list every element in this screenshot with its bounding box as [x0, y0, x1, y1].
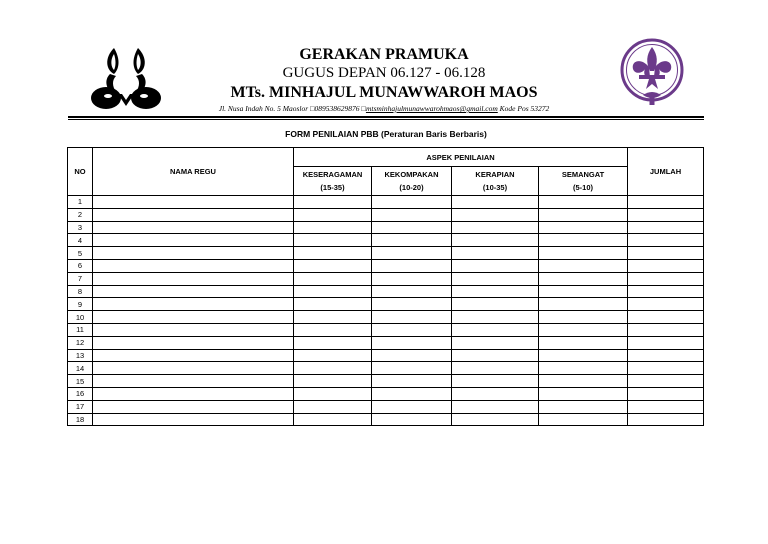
jumlah-cell[interactable]: [628, 272, 704, 285]
table-row: [68, 387, 704, 400]
kekompakan-cell[interactable]: [372, 400, 452, 413]
row-number: 10: [68, 311, 93, 324]
table-row: [68, 234, 704, 247]
table-row: [68, 208, 704, 221]
nama-regu-cell[interactable]: [93, 272, 294, 285]
keseragaman-cell[interactable]: [294, 362, 372, 375]
kekompakan-cell[interactable]: [372, 336, 452, 349]
kekompakan-cell[interactable]: [372, 323, 452, 336]
kekompakan-cell[interactable]: [372, 311, 452, 324]
kerapian-cell[interactable]: [452, 362, 539, 375]
keseragaman-cell[interactable]: [294, 400, 372, 413]
nama-regu-cell[interactable]: [93, 413, 294, 426]
table-row: [68, 196, 704, 209]
semangat-cell[interactable]: [539, 285, 628, 298]
address-text: Jl. Nusa Indah No. 5 Maoslor: [218, 104, 309, 113]
col-aspek-keseragaman: KESERAGAMAN (15-35): [294, 167, 372, 196]
kekompakan-cell[interactable]: [372, 349, 452, 362]
semangat-cell[interactable]: [539, 272, 628, 285]
kekompakan-cell[interactable]: [372, 375, 452, 388]
header-rule-thin: [68, 119, 704, 120]
col-jumlah-header: JUMLAH: [628, 148, 704, 196]
row-number: 15: [68, 375, 93, 388]
table-row: [68, 285, 704, 298]
row-number: 12: [68, 336, 93, 349]
nama-regu-cell[interactable]: [93, 196, 294, 209]
row-number: 18: [68, 413, 93, 426]
semangat-cell[interactable]: [539, 208, 628, 221]
kerapian-cell[interactable]: [452, 375, 539, 388]
row-number: 3: [68, 221, 93, 234]
nama-regu-cell[interactable]: [93, 375, 294, 388]
jumlah-cell[interactable]: [628, 234, 704, 247]
jumlah-cell[interactable]: [628, 298, 704, 311]
nama-regu-cell[interactable]: [93, 311, 294, 324]
jumlah-cell[interactable]: [628, 311, 704, 324]
col-aspek-semangat: SEMANGAT (5-10): [539, 167, 628, 196]
kerapian-cell[interactable]: [452, 272, 539, 285]
keseragaman-cell[interactable]: [294, 247, 372, 260]
keseragaman-cell[interactable]: [294, 375, 372, 388]
assessment-table: [67, 147, 704, 426]
row-number: 14: [68, 362, 93, 375]
jumlah-cell[interactable]: [628, 323, 704, 336]
kerapian-cell[interactable]: [452, 247, 539, 260]
jumlah-cell[interactable]: [628, 375, 704, 388]
col-aspek-header: ASPEK PENILAIAN: [294, 148, 628, 167]
keseragaman-cell[interactable]: [294, 285, 372, 298]
kekompakan-cell[interactable]: [372, 196, 452, 209]
email-icon: □: [361, 104, 366, 113]
kekompakan-cell[interactable]: [372, 298, 452, 311]
row-number: 1: [68, 196, 93, 209]
semangat-cell[interactable]: [539, 413, 628, 426]
email-link[interactable]: mtsminhajulmunawwarohmaos@gmail.com: [365, 104, 498, 113]
jumlah-cell[interactable]: [628, 349, 704, 362]
kekompakan-cell[interactable]: [372, 285, 452, 298]
semangat-cell[interactable]: [539, 234, 628, 247]
header-school: MTs. MINHAJUL MUNAWWAROH MAOS: [230, 84, 538, 101]
nama-regu-cell[interactable]: [93, 387, 294, 400]
semangat-cell[interactable]: [539, 311, 628, 324]
jumlah-cell[interactable]: [628, 196, 704, 209]
phone-icon: □: [310, 104, 315, 113]
table-row: [68, 362, 704, 375]
nama-regu-cell[interactable]: [93, 234, 294, 247]
jumlah-cell[interactable]: [628, 362, 704, 375]
jumlah-cell[interactable]: [628, 413, 704, 426]
row-number: 9: [68, 298, 93, 311]
row-number: 2: [68, 208, 93, 221]
table-row: [68, 259, 704, 272]
col-aspek-kekompakan: KEKOMPAKAN (10-20): [372, 167, 452, 196]
keseragaman-cell[interactable]: [294, 323, 372, 336]
table-row: [68, 349, 704, 362]
nama-regu-cell[interactable]: [93, 362, 294, 375]
nama-regu-cell[interactable]: [93, 285, 294, 298]
semangat-cell[interactable]: [539, 298, 628, 311]
keseragaman-cell[interactable]: [294, 221, 372, 234]
semangat-cell[interactable]: [539, 196, 628, 209]
kerapian-cell[interactable]: [452, 349, 539, 362]
semangat-cell[interactable]: [539, 336, 628, 349]
col-aspek-kerapian: KERAPIAN (10-35): [452, 167, 539, 196]
row-number: 8: [68, 285, 93, 298]
keseragaman-cell[interactable]: [294, 413, 372, 426]
semangat-cell[interactable]: [539, 323, 628, 336]
kerapian-cell[interactable]: [452, 285, 539, 298]
keseragaman-cell[interactable]: [294, 259, 372, 272]
semangat-cell[interactable]: [539, 259, 628, 272]
kekompakan-cell[interactable]: [372, 387, 452, 400]
table-row: [68, 298, 704, 311]
row-number: 6: [68, 259, 93, 272]
row-number: 16: [68, 387, 93, 400]
kerapian-cell[interactable]: [452, 323, 539, 336]
kerapian-cell[interactable]: [452, 336, 539, 349]
semangat-cell[interactable]: [539, 221, 628, 234]
nama-regu-cell[interactable]: [93, 323, 294, 336]
semangat-cell[interactable]: [539, 247, 628, 260]
table-row: [68, 221, 704, 234]
keseragaman-cell[interactable]: [294, 208, 372, 221]
nama-regu-cell[interactable]: [93, 298, 294, 311]
table-row: [68, 336, 704, 349]
keseragaman-cell[interactable]: [294, 234, 372, 247]
keseragaman-cell[interactable]: [294, 387, 372, 400]
jumlah-cell[interactable]: [628, 387, 704, 400]
world-scout-logo: [619, 37, 685, 111]
kerapian-cell[interactable]: [452, 234, 539, 247]
phone-text: 089538629876: [314, 104, 360, 113]
kerapian-cell[interactable]: [452, 311, 539, 324]
nama-regu-cell[interactable]: [93, 336, 294, 349]
jumlah-cell[interactable]: [628, 336, 704, 349]
keseragaman-cell[interactable]: [294, 272, 372, 285]
table-row: [68, 311, 704, 324]
kerapian-cell[interactable]: [452, 196, 539, 209]
keseragaman-cell[interactable]: [294, 196, 372, 209]
kerapian-cell[interactable]: [452, 298, 539, 311]
tunas-kelapa-logo: [90, 44, 162, 112]
kerapian-cell[interactable]: [452, 387, 539, 400]
kerapian-cell[interactable]: [452, 208, 539, 221]
row-number: 17: [68, 400, 93, 413]
row-number: 13: [68, 349, 93, 362]
table-row: [68, 413, 704, 426]
table-row: [68, 375, 704, 388]
jumlah-cell[interactable]: [628, 400, 704, 413]
jumlah-cell[interactable]: [628, 221, 704, 234]
semangat-cell[interactable]: [539, 362, 628, 375]
header-address-line: [196, 104, 572, 113]
nama-regu-cell[interactable]: [93, 208, 294, 221]
table-row: [68, 400, 704, 413]
form-title: FORM PENILAIAN PBB (Peraturan Baris Berbaris): [285, 129, 487, 139]
kerapian-cell[interactable]: [452, 413, 539, 426]
jumlah-cell[interactable]: [628, 208, 704, 221]
kerapian-cell[interactable]: [452, 221, 539, 234]
nama-regu-cell[interactable]: [93, 400, 294, 413]
col-no-header: NO: [68, 148, 93, 196]
header-org: GERAKAN PRAMUKA: [299, 46, 469, 63]
nama-regu-cell[interactable]: [93, 259, 294, 272]
header-gugus: GUGUS DEPAN 06.127 - 06.128: [282, 65, 486, 81]
nama-regu-cell[interactable]: [93, 221, 294, 234]
col-nama-regu-header: NAMA REGU: [93, 148, 294, 196]
kekompakan-cell[interactable]: [372, 208, 452, 221]
kekompakan-cell[interactable]: [372, 247, 452, 260]
nama-regu-cell[interactable]: [93, 247, 294, 260]
row-number: 11: [68, 323, 93, 336]
keseragaman-cell[interactable]: [294, 336, 372, 349]
table-row: [68, 323, 704, 336]
keseragaman-cell[interactable]: [294, 311, 372, 324]
keseragaman-cell[interactable]: [294, 298, 372, 311]
semangat-cell[interactable]: [539, 387, 628, 400]
semangat-cell[interactable]: [539, 400, 628, 413]
kekompakan-cell[interactable]: [372, 234, 452, 247]
row-number: 4: [68, 234, 93, 247]
nama-regu-cell[interactable]: [93, 349, 294, 362]
jumlah-cell[interactable]: [628, 247, 704, 260]
keseragaman-cell[interactable]: [294, 349, 372, 362]
postal-text: Kode Pos 53272: [499, 104, 550, 113]
kekompakan-cell[interactable]: [372, 362, 452, 375]
kekompakan-cell[interactable]: [372, 413, 452, 426]
semangat-cell[interactable]: [539, 375, 628, 388]
table-row: [68, 272, 704, 285]
jumlah-cell[interactable]: [628, 259, 704, 272]
kerapian-cell[interactable]: [452, 259, 539, 272]
kekompakan-cell[interactable]: [372, 259, 452, 272]
jumlah-cell[interactable]: [628, 285, 704, 298]
row-number: 7: [68, 272, 93, 285]
kekompakan-cell[interactable]: [372, 272, 452, 285]
row-number: 5: [68, 247, 93, 260]
kerapian-cell[interactable]: [452, 400, 539, 413]
table-row: [68, 247, 704, 260]
kekompakan-cell[interactable]: [372, 221, 452, 234]
semangat-cell[interactable]: [539, 349, 628, 362]
header-rule: [68, 116, 704, 118]
